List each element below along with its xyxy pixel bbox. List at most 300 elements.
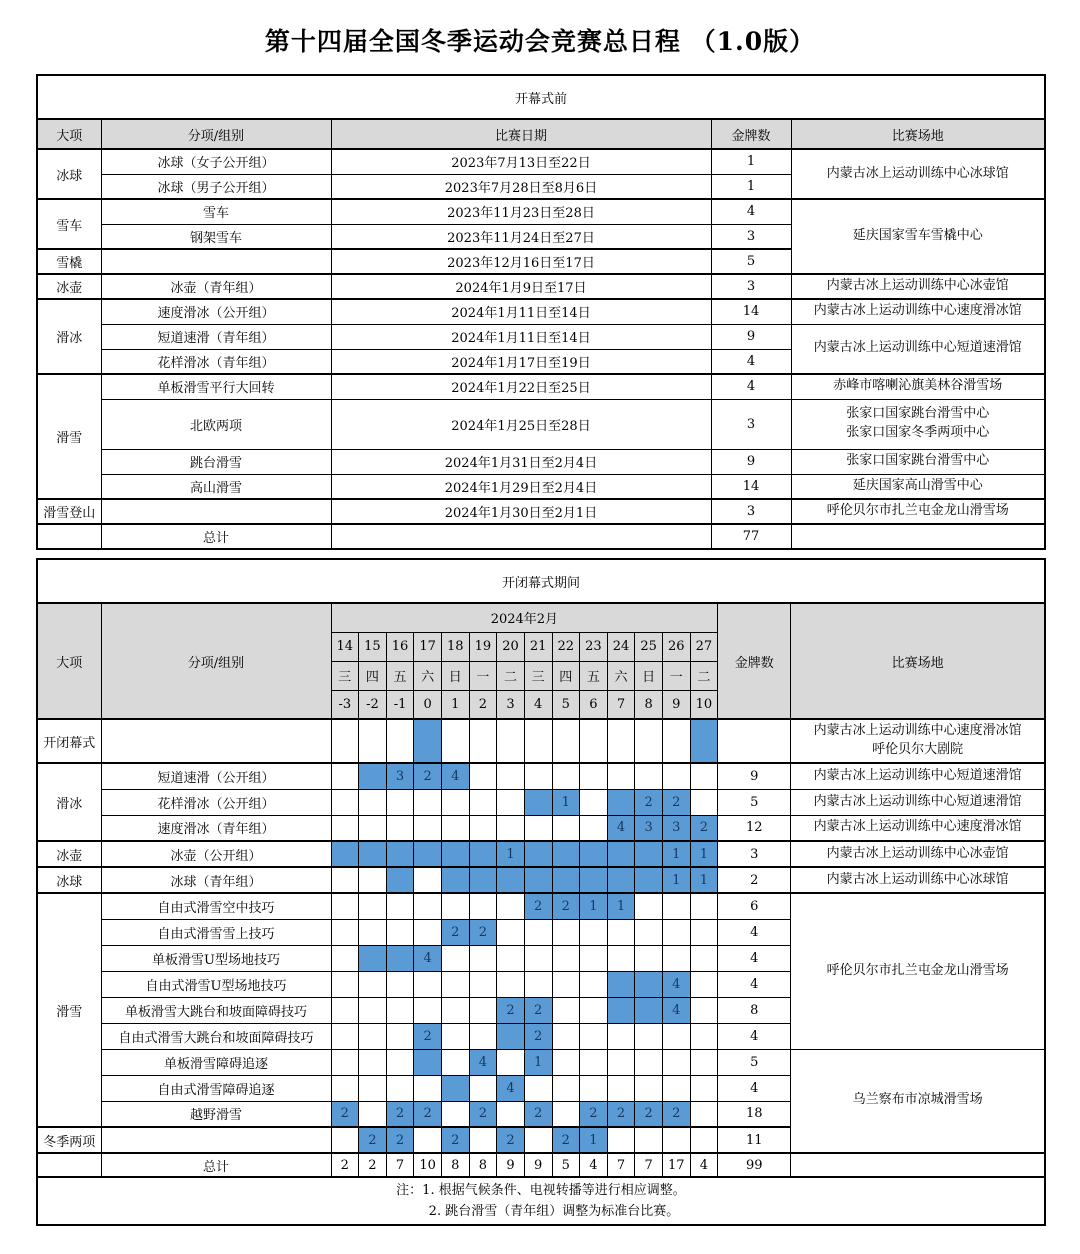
day-cell: [580, 1075, 608, 1101]
day-cell: [497, 945, 525, 971]
day-cell: [497, 893, 525, 919]
day-cell: [442, 1101, 470, 1127]
day-cell-medal-count: 3: [663, 815, 691, 841]
day-cell: [663, 719, 691, 763]
table-row: [37, 499, 1045, 524]
day-cell: [469, 763, 497, 789]
ceremony-period-title: 开闭幕式期间: [37, 559, 1045, 603]
day-cell-scheduled: [414, 841, 442, 867]
day-total-cell: 8: [442, 1153, 470, 1177]
day-cell: [635, 893, 663, 919]
gold-cell: 11: [718, 1127, 791, 1153]
date-cell: 2024年1月17日至19日: [331, 349, 711, 374]
day-cell: [414, 919, 442, 945]
sport-cell: [37, 524, 101, 549]
weekday-header-cell: 三: [524, 661, 552, 690]
daynumber-header-cell: 4: [524, 690, 552, 719]
day-cell-scheduled: [580, 867, 608, 893]
table-row: [37, 274, 1045, 299]
sport-cell: 开闭幕式: [37, 719, 101, 763]
date-cell: 2023年11月23日至28日: [331, 199, 711, 224]
note-line: 2. 跳台滑雪（青年组）调整为标准台比赛。: [428, 1204, 680, 1219]
event-cell: 单板滑雪大跳台和坡面障碍技巧: [101, 997, 331, 1023]
day-cell: [580, 763, 608, 789]
day-cell: [442, 1023, 470, 1049]
venue-cell: 张家口国家跳台滑雪中心: [791, 449, 1045, 474]
event-cell: 自由式滑雪U型场地技巧: [101, 971, 331, 997]
day-cell-medal-count: 2: [469, 1101, 497, 1127]
day-cell: [580, 971, 608, 997]
sport-cell: 冰壶: [37, 274, 101, 299]
weekday-header-cell: 六: [414, 661, 442, 690]
day-cell-medal-count: 3: [635, 815, 663, 841]
day-cell-scheduled: [442, 841, 470, 867]
day-cell: [663, 763, 691, 789]
gold-cell: 4: [718, 971, 791, 997]
day-cell: [663, 919, 691, 945]
gold-cell: 2: [718, 867, 791, 893]
day-cell-medal-count: 2: [359, 1127, 387, 1153]
day-cell: [497, 971, 525, 997]
weekday-header-cell: 二: [690, 661, 718, 690]
gold-cell: 4: [718, 1075, 791, 1101]
sport-cell: 滑雪登山: [37, 499, 101, 524]
table-row: [37, 1049, 1045, 1075]
column-header-venue: 比赛场地: [791, 119, 1045, 149]
day-cell: [359, 971, 387, 997]
day-cell-medal-count: 2: [663, 789, 691, 815]
day-cell: [607, 763, 635, 789]
day-cell: [635, 1075, 663, 1101]
day-cell: [690, 945, 718, 971]
gold-cell: 5: [718, 1049, 791, 1075]
weekday-header-cell: 日: [442, 661, 470, 690]
total-row: [37, 1153, 1045, 1177]
table-row: [37, 199, 1045, 224]
date-cell: 2023年11月24日至27日: [331, 224, 711, 249]
column-header-gold: 金牌数: [711, 119, 791, 149]
event-cell: 单板滑雪U型场地技巧: [101, 945, 331, 971]
pre-ceremony-title-row: [37, 75, 1045, 119]
day-cell-medal-count: 2: [442, 919, 470, 945]
date-cell: 2024年1月31日至2月4日: [331, 449, 711, 474]
day-cell-scheduled: [635, 971, 663, 997]
column-header-event: 分项/组别: [101, 119, 331, 149]
date-cell: 2024年1月29日至2月4日: [331, 474, 711, 499]
day-cell: [497, 719, 525, 763]
day-cell-medal-count: 2: [552, 1127, 580, 1153]
day-cell: [469, 893, 497, 919]
venue-cell: 内蒙古冰上运动训练中心短道速滑馆: [791, 324, 1045, 374]
weekday-header-cell: 一: [663, 661, 691, 690]
venue-cell: 赤峰市喀喇沁旗美林谷滑雪场: [791, 374, 1045, 399]
day-total-cell: 2: [331, 1153, 359, 1177]
weekday-header-cell: 五: [580, 661, 608, 690]
day-cell: [663, 893, 691, 919]
day-cell: [690, 971, 718, 997]
day-cell-scheduled: [469, 841, 497, 867]
sport-cell: 冬季两项: [37, 1127, 101, 1153]
day-cell: [607, 1049, 635, 1075]
gold-cell: 4: [711, 349, 791, 374]
day-cell: [359, 1049, 387, 1075]
day-cell: [690, 763, 718, 789]
day-cell: [635, 945, 663, 971]
day-total-cell: 9: [497, 1153, 525, 1177]
date-header-cell: 17: [414, 632, 442, 661]
day-cell-scheduled: [607, 867, 635, 893]
date-cell: 2024年1月11日至14日: [331, 324, 711, 349]
event-cell: 自由式滑雪障碍追逐: [101, 1075, 331, 1101]
day-cell: [690, 1075, 718, 1101]
gold-cell: 4: [718, 919, 791, 945]
day-cell: [552, 1101, 580, 1127]
date-header-cell: 27: [690, 632, 718, 661]
venue-cell: 内蒙古冰上运动训练中心冰壶馆: [791, 841, 1045, 867]
day-cell: [331, 919, 359, 945]
date-cell: 2024年1月25日至28日: [331, 399, 711, 449]
day-cell: [497, 763, 525, 789]
day-cell: [690, 1023, 718, 1049]
day-cell: [386, 815, 414, 841]
day-cell-medal-count: 1: [580, 1127, 608, 1153]
day-total-cell: 7: [635, 1153, 663, 1177]
daynumber-header-cell: -1: [386, 690, 414, 719]
day-cell: [552, 1049, 580, 1075]
event-cell: 速度滑冰（公开组）: [101, 299, 331, 324]
gold-cell: 4: [718, 945, 791, 971]
day-cell: [524, 1127, 552, 1153]
day-cell: [635, 1049, 663, 1075]
weekday-header-cell: 一: [469, 661, 497, 690]
gold-cell: 77: [711, 524, 791, 549]
event-cell: [101, 1127, 331, 1153]
date-cell: 2024年1月11日至14日: [331, 299, 711, 324]
day-cell: [607, 1127, 635, 1153]
event-cell: 越野滑雪: [101, 1101, 331, 1127]
day-total-cell: 4: [690, 1153, 718, 1177]
sport-cell: 滑雪: [37, 374, 101, 499]
venue-cell: 乌兰察布市凉城滑雪场: [791, 1049, 1045, 1153]
day-cell: [359, 1101, 387, 1127]
pre-ceremony-header-row: [37, 119, 1045, 149]
day-cell: [359, 867, 387, 893]
day-cell: [386, 971, 414, 997]
day-cell: [524, 1075, 552, 1101]
event-cell: 单板滑雪平行大回转: [101, 374, 331, 399]
gold-total-cell: 99: [718, 1153, 791, 1177]
day-cell-medal-count: 2: [386, 1101, 414, 1127]
day-cell: [552, 919, 580, 945]
gold-cell: 3: [711, 499, 791, 524]
day-cell-medal-count: 4: [607, 815, 635, 841]
sport-cell: 冰球: [37, 149, 101, 199]
daynumber-header-cell: 2: [469, 690, 497, 719]
gold-cell: 14: [711, 474, 791, 499]
column-header-sport: 大项: [37, 119, 101, 149]
day-cell-medal-count: 4: [414, 945, 442, 971]
event-cell: 北欧两项: [101, 399, 331, 449]
weekday-header-cell: 五: [386, 661, 414, 690]
gold-cell: 9: [718, 763, 791, 789]
day-cell: [414, 893, 442, 919]
day-cell: [359, 997, 387, 1023]
date-cell: [331, 524, 711, 549]
weekday-header-cell: 四: [359, 661, 387, 690]
date-header-cell: 20: [497, 632, 525, 661]
gold-cell: 12: [718, 815, 791, 841]
day-cell-scheduled: [552, 841, 580, 867]
day-cell-scheduled: [690, 719, 718, 763]
table-row: [37, 789, 1045, 815]
day-cell: [331, 1075, 359, 1101]
table-row: [37, 893, 1045, 919]
day-cell: [497, 815, 525, 841]
day-cell: [331, 1049, 359, 1075]
gold-cell: 9: [711, 324, 791, 349]
day-cell: [386, 1075, 414, 1101]
day-cell-medal-count: 1: [690, 841, 718, 867]
day-cell: [442, 997, 470, 1023]
day-cell-scheduled: [386, 841, 414, 867]
weekday-header-cell: 日: [635, 661, 663, 690]
event-cell: 花样滑冰（青年组）: [101, 349, 331, 374]
day-cell-scheduled: [497, 1023, 525, 1049]
gold-cell: 18: [718, 1101, 791, 1127]
pre-ceremony-table: [36, 74, 1046, 550]
day-total-cell: 7: [386, 1153, 414, 1177]
day-cell: [359, 719, 387, 763]
day-cell: [580, 719, 608, 763]
day-cell-medal-count: 4: [663, 997, 691, 1023]
day-cell: [497, 1049, 525, 1075]
gold-cell: 8: [718, 997, 791, 1023]
gold-cell: 1: [711, 149, 791, 174]
day-cell-medal-count: 2: [469, 919, 497, 945]
gold-cell: 6: [718, 893, 791, 919]
day-total-cell: 17: [663, 1153, 691, 1177]
day-cell: [607, 719, 635, 763]
day-cell: [359, 1023, 387, 1049]
total-label-cell: 总计: [101, 1153, 331, 1177]
day-cell-scheduled: [607, 997, 635, 1023]
day-cell-medal-count: 1: [607, 893, 635, 919]
table-row: [37, 149, 1045, 174]
date-header-cell: 14: [331, 632, 359, 661]
notes-cell: [37, 1177, 1045, 1225]
day-cell: [442, 971, 470, 997]
day-cell-scheduled: [524, 789, 552, 815]
day-cell: [442, 789, 470, 815]
day-cell: [469, 971, 497, 997]
sport-cell: 雪车: [37, 199, 101, 249]
event-cell: 冰球（男子公开组）: [101, 174, 331, 199]
day-cell: [552, 971, 580, 997]
day-total-cell: 7: [607, 1153, 635, 1177]
day-cell: [359, 893, 387, 919]
day-cell: [442, 945, 470, 971]
table-row: [37, 324, 1045, 349]
table-row: [37, 763, 1045, 789]
column-header-date: 比赛日期: [331, 119, 711, 149]
table-row: [37, 299, 1045, 324]
daynumber-header-cell: 1: [442, 690, 470, 719]
ceremony-period-title-row: [37, 559, 1045, 603]
day-cell-scheduled: [497, 867, 525, 893]
day-cell-medal-count: 2: [690, 815, 718, 841]
day-cell: [690, 1127, 718, 1153]
venue-cell: 延庆国家高山滑雪中心: [791, 474, 1045, 499]
day-cell: [359, 1075, 387, 1101]
day-total-cell: 10: [414, 1153, 442, 1177]
day-cell: [663, 1127, 691, 1153]
page-title: 第十四届全国冬季运动会竞赛总日程 （1.0版）: [264, 27, 816, 56]
day-cell: [607, 945, 635, 971]
day-cell-medal-count: 2: [386, 1127, 414, 1153]
date-header-cell: 22: [552, 632, 580, 661]
table-row: [37, 719, 1045, 763]
day-cell-medal-count: 2: [635, 1101, 663, 1127]
daynumber-header-cell: 3: [497, 690, 525, 719]
day-cell: [331, 1023, 359, 1049]
sport-cell: 滑冰: [37, 763, 101, 841]
daynumber-header-cell: 7: [607, 690, 635, 719]
gold-cell: 4: [718, 1023, 791, 1049]
day-cell-scheduled: [386, 945, 414, 971]
daynumber-header-cell: 9: [663, 690, 691, 719]
gold-cell: 4: [711, 374, 791, 399]
day-cell-medal-count: 2: [414, 1023, 442, 1049]
venue-cell: 内蒙古冰上运动训练中心短道速滑馆: [791, 789, 1045, 815]
day-cell: [469, 1075, 497, 1101]
calendar-header-row-month: [37, 603, 1045, 632]
day-cell: [635, 1127, 663, 1153]
day-cell-scheduled: [469, 867, 497, 893]
event-cell: 自由式滑雪大跳台和坡面障碍技巧: [101, 1023, 331, 1049]
event-cell: 短道速滑（青年组）: [101, 324, 331, 349]
venue-cell: 内蒙古冰上运动训练中心冰球馆: [791, 149, 1045, 199]
event-cell: 自由式滑雪雪上技巧: [101, 919, 331, 945]
day-cell: [331, 719, 359, 763]
sport-cell: 滑雪: [37, 893, 101, 1127]
event-cell: [101, 719, 331, 763]
day-cell-medal-count: 2: [552, 893, 580, 919]
day-cell: [386, 1023, 414, 1049]
day-cell: [469, 789, 497, 815]
column-header-sport: 大项: [37, 603, 101, 719]
day-cell: [524, 945, 552, 971]
venue-cell: 内蒙古冰上运动训练中心冰壶馆: [791, 274, 1045, 299]
day-cell-medal-count: 2: [414, 1101, 442, 1127]
day-cell: [635, 919, 663, 945]
day-cell-scheduled: [359, 945, 387, 971]
weekday-header-cell: 四: [552, 661, 580, 690]
weekday-header-cell: 三: [331, 661, 359, 690]
day-cell: [690, 997, 718, 1023]
day-total-cell: 8: [469, 1153, 497, 1177]
day-cell: [414, 867, 442, 893]
gold-cell: 5: [711, 249, 791, 274]
day-cell: [442, 815, 470, 841]
event-cell: 冰球（青年组）: [101, 867, 331, 893]
date-header-cell: 18: [442, 632, 470, 661]
table-row: [37, 449, 1045, 474]
day-cell: [552, 997, 580, 1023]
weekday-header-cell: 二: [497, 661, 525, 690]
table-row: [37, 524, 1045, 549]
daynumber-header-cell: 8: [635, 690, 663, 719]
daynumber-header-cell: 5: [552, 690, 580, 719]
event-cell: 冰球（女子公开组）: [101, 149, 331, 174]
date-cell: 2023年12月16日至17日: [331, 249, 711, 274]
table-row: [37, 399, 1045, 449]
day-cell-scheduled: [524, 867, 552, 893]
table-row: [37, 474, 1045, 499]
day-cell-medal-count: 4: [442, 763, 470, 789]
day-cell: [331, 789, 359, 815]
day-cell: [386, 789, 414, 815]
gold-cell: 1: [711, 174, 791, 199]
notes-row: [37, 1177, 1045, 1225]
venue-cell: 延庆国家雪车雪橇中心: [791, 199, 1045, 274]
day-cell-scheduled: [635, 867, 663, 893]
day-cell: [469, 1023, 497, 1049]
date-cell: 2023年7月13日至22日: [331, 149, 711, 174]
day-total-cell: 9: [524, 1153, 552, 1177]
day-cell: [414, 971, 442, 997]
day-cell: [607, 1023, 635, 1049]
day-cell-medal-count: 2: [607, 1101, 635, 1127]
day-cell-medal-count: 2: [524, 997, 552, 1023]
day-cell: [469, 719, 497, 763]
day-cell: [580, 1049, 608, 1075]
day-cell-scheduled: [635, 841, 663, 867]
day-cell: [469, 1127, 497, 1153]
table-row: [37, 841, 1045, 867]
day-cell: [580, 997, 608, 1023]
gold-cell: 3: [718, 841, 791, 867]
day-cell-medal-count: 4: [497, 1075, 525, 1101]
event-cell: 冰壶（青年组）: [101, 274, 331, 299]
day-cell: [414, 1075, 442, 1101]
day-cell: [690, 893, 718, 919]
day-cell: [442, 1049, 470, 1075]
date-header-cell: 23: [580, 632, 608, 661]
event-cell: 单板滑雪障碍追逐: [101, 1049, 331, 1075]
day-cell: [580, 945, 608, 971]
day-cell-medal-count: 2: [663, 1101, 691, 1127]
day-cell-scheduled: [414, 1049, 442, 1075]
day-cell: [386, 1049, 414, 1075]
day-cell: [386, 719, 414, 763]
daynumber-header-cell: -3: [331, 690, 359, 719]
day-cell: [552, 719, 580, 763]
column-header-gold: 金牌数: [718, 603, 791, 719]
day-cell-medal-count: 2: [442, 1127, 470, 1153]
weekday-header-cell: 六: [607, 661, 635, 690]
event-cell: 跳台滑雪: [101, 449, 331, 474]
column-header-venue: 比赛场地: [791, 603, 1045, 719]
day-cell-scheduled: [607, 841, 635, 867]
table-row: [37, 815, 1045, 841]
sport-cell: [37, 1153, 101, 1177]
day-cell-scheduled: [607, 971, 635, 997]
day-cell: [607, 1075, 635, 1101]
day-cell-medal-count: 4: [663, 971, 691, 997]
day-cell: [552, 763, 580, 789]
day-cell: [331, 893, 359, 919]
event-cell: 短道速滑（公开组）: [101, 763, 331, 789]
